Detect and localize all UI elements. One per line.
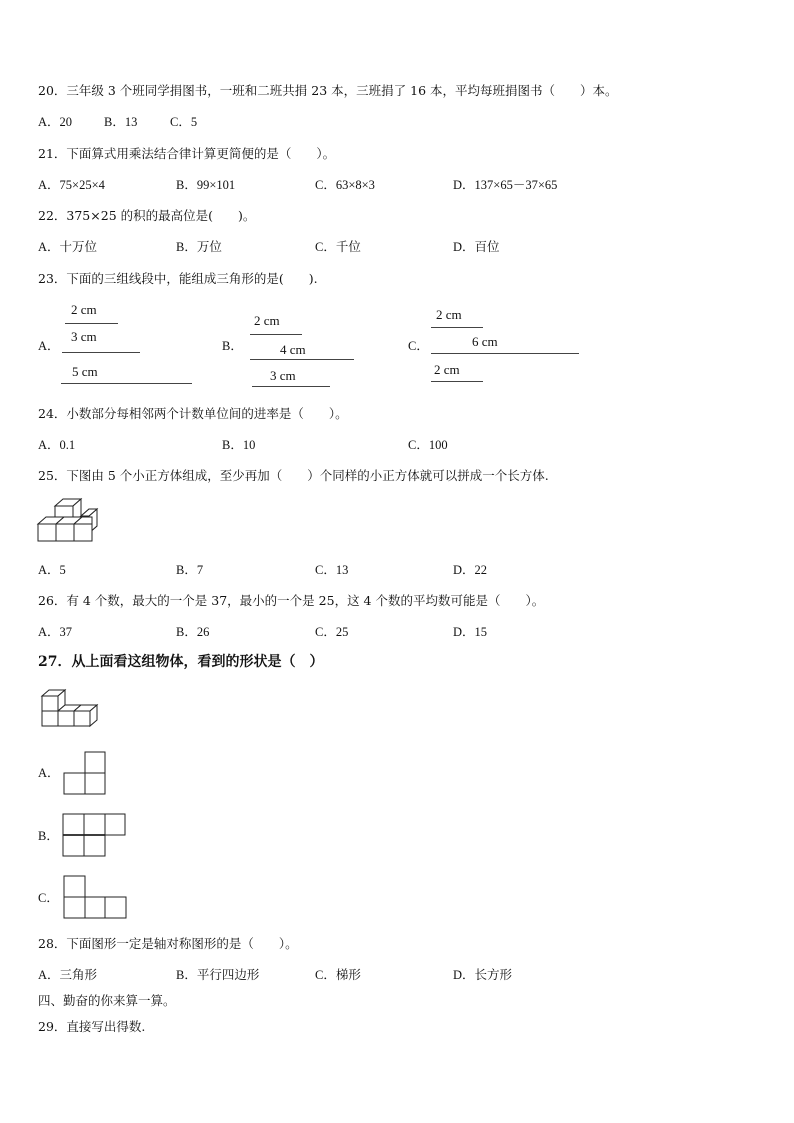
q23-option-a[interactable]: A．	[38, 339, 60, 353]
q23-c-segment-label-3: 2 cm	[434, 362, 460, 377]
q23-c-segment-label-2: 6 cm	[472, 334, 498, 349]
q23-b-segment-label-3: 3 cm	[270, 368, 296, 383]
q27-option-c[interactable]: C．	[38, 891, 59, 905]
q23-b-segment-label-2: 4 cm	[280, 342, 306, 357]
q20-option-c[interactable]: C．5	[170, 115, 198, 129]
q23-b-segment-1	[250, 334, 302, 335]
q27-option-b[interactable]: B．	[38, 829, 59, 843]
q27-option-a-view-icon	[64, 752, 108, 796]
q21-option-b[interactable]: B．99×101	[176, 178, 236, 192]
q21-option-a[interactable]: A．75×25×4	[38, 178, 105, 192]
q25-option-a[interactable]: A．5	[38, 563, 66, 577]
q25-cube-figure	[36, 496, 102, 548]
q28-option-a[interactable]: A．三角形	[38, 968, 98, 982]
q25-option-d[interactable]: D．22	[453, 563, 488, 577]
q26-option-c[interactable]: C．25	[315, 625, 349, 639]
q23-c-segment-1	[431, 327, 483, 328]
q23-a-segment-1	[65, 323, 118, 324]
q23-c-segment-2	[431, 353, 579, 354]
q24-option-b[interactable]: B．10	[222, 438, 256, 452]
q25-option-c[interactable]: C．13	[315, 563, 349, 577]
q20-option-b[interactable]: B．13	[104, 115, 138, 129]
q23-c-segment-3	[431, 381, 483, 382]
section-4-heading: 四、勤奋的你来算一算。	[38, 993, 176, 1008]
q23-option-c[interactable]: C．	[408, 339, 429, 353]
q26-option-b[interactable]: B．26	[176, 625, 210, 639]
question-26-stem: 26．有 4 个数，最大的一个是 37，最小的一个是 25，这 4 个数的平均数可能是（ ）。	[38, 593, 545, 608]
q27-option-c-view-icon	[64, 876, 128, 920]
question-23-stem: 23．下面的三组线段中，能组成三角形的是( ).	[38, 271, 318, 286]
question-29-stem: 29．直接写出得数.	[38, 1019, 146, 1034]
q23-a-segment-label-1: 2 cm	[71, 302, 97, 317]
q24-option-a[interactable]: A．0.1	[38, 438, 76, 452]
q27-objects-figure	[38, 688, 100, 734]
q23-b-segment-3	[252, 386, 330, 387]
q23-option-b[interactable]: B．	[222, 339, 243, 353]
q28-option-d[interactable]: D．长方形	[453, 968, 513, 982]
q22-option-d[interactable]: D．百位	[453, 240, 500, 254]
q23-c-segment-label-1: 2 cm	[436, 307, 462, 322]
q23-a-segment-label-3: 5 cm	[72, 364, 98, 379]
q26-option-d[interactable]: D．15	[453, 625, 488, 639]
question-27-stem: 27．从上面看这组物体，看到的形状是（ ）	[38, 654, 324, 670]
question-25-stem: 25．下图由 5 个小正方体组成，至少再加（ ）个同样的小正方体就可以拼成一个长方体.	[38, 468, 549, 483]
question-24-stem: 24．小数部分每相邻两个计数单位间的进率是（ ）。	[38, 406, 348, 421]
q23-a-segment-2	[62, 352, 140, 353]
question-28-stem: 28．下面图形一定是轴对称图形的是（ ）。	[38, 936, 298, 951]
q22-option-b[interactable]: B．万位	[176, 240, 222, 254]
q23-a-segment-3	[61, 383, 192, 384]
q26-option-a[interactable]: A．37	[38, 625, 73, 639]
q23-b-segment-label-1: 2 cm	[254, 313, 280, 328]
q21-option-d[interactable]: D．137×65－37×65	[453, 178, 558, 192]
q25-option-b[interactable]: B．7	[176, 563, 204, 577]
q24-option-c[interactable]: C．100	[408, 438, 448, 452]
q23-a-segment-label-2: 3 cm	[71, 329, 97, 344]
q27-option-b-view-icon	[63, 814, 127, 858]
q22-option-c[interactable]: C．千位	[315, 240, 361, 254]
question-22-stem: 22．375×25 的积的最高位是( )。	[38, 208, 256, 223]
q20-option-a[interactable]: A．20	[38, 115, 73, 129]
q23-b-segment-2	[250, 359, 354, 360]
q28-option-c[interactable]: C．梯形	[315, 968, 361, 982]
q22-option-a[interactable]: A．十万位	[38, 240, 98, 254]
question-20-stem: 20．三年级 3 个班同学捐图书，一班和二班共捐 23 本，三班捐了 16 本，平均每班捐图书（ ）本。	[38, 83, 618, 98]
q27-option-a[interactable]: A．	[38, 766, 60, 780]
question-21-stem: 21．下面算式用乘法结合律计算更简便的是（ ）。	[38, 146, 336, 161]
q21-option-c[interactable]: C．63×8×3	[315, 178, 375, 192]
q28-option-b[interactable]: B．平行四边形	[176, 968, 260, 982]
